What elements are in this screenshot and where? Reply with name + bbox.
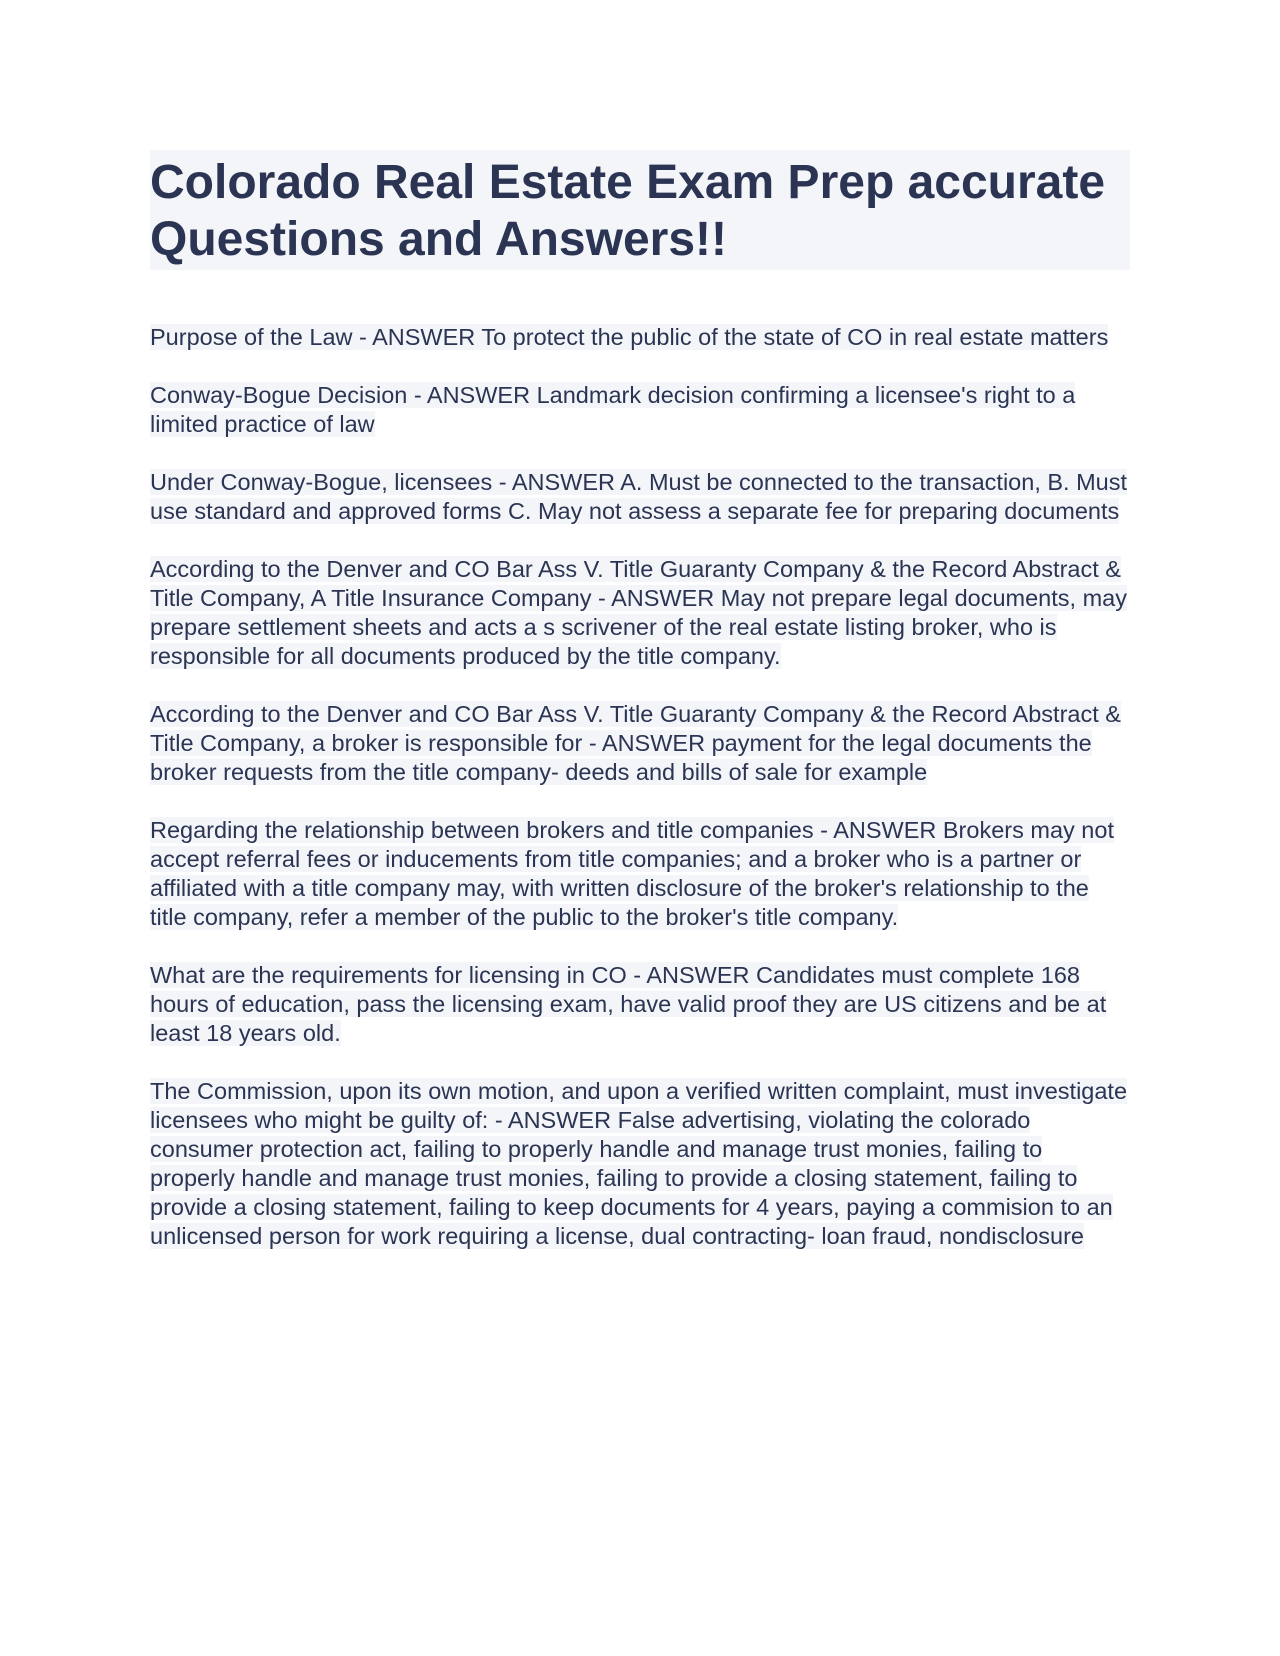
qa-item (150, 961, 1130, 1048)
qa-text: Conway-Bogue Decision - ANSWER Landmark decision confirming a licensee's right to a limited practice of law (150, 382, 1076, 437)
qa-text: Regarding the relationship between brokers and title companies - ANSWER Brokers may not accept referral fees or inducements from title companies; and a broker who is a partner or affiliated with a title company may, with written disclosure of the broker's relationship to the title company, refer a member of the public to the broker's title company. (150, 817, 1114, 930)
qa-item (150, 381, 1130, 439)
title-block (150, 150, 1130, 270)
qa-list (150, 323, 1130, 1251)
qa-item (150, 555, 1130, 671)
qa-item (150, 323, 1130, 352)
qa-text: Under Conway-Bogue, licensees - ANSWER A. Must be connected to the transaction, B. Must use standard and approved forms C. May not assess a separate fee for preparing documents (150, 469, 1128, 524)
qa-text: What are the requirements for licensing in CO - ANSWER Candidates must complete 168 hours of education, pass the licensing exam, have valid proof they are US citizens and be at least 18 years old. (150, 962, 1107, 1046)
qa-item (150, 1077, 1130, 1251)
document-page (150, 150, 1130, 1280)
qa-text: The Commission, upon its own motion, and upon a verified written complaint, must investigate licensees who might be guilty of: - ANSWER False advertising, violating the colorado consumer protection act, failing to properly handle and manage trust monies, failing to properly handle and manage trust monies, failing to provide a closing statement, failing to provide a closing statement, failing to keep documents for 4 years, paying a commision to an unlicensed person for work requiring a license, dual contracting- loan fraud, nondisclosure (150, 1078, 1128, 1249)
qa-text: According to the Denver and CO Bar Ass V. Title Guaranty Company & the Record Abstract & Title Company, A Title Insurance Company - ANSWER May not prepare legal documents, may prepare settlement sheets and acts a s scrivener of the real estate listing broker, who is responsible for all documents produced by the title company. (150, 556, 1127, 669)
qa-text: Purpose of the Law - ANSWER To protect the public of the state of CO in real estate matters (150, 324, 1109, 350)
qa-text: According to the Denver and CO Bar Ass V. Title Guaranty Company & the Record Abstract & Title Company, a broker is responsible for - ANSWER payment for the legal documents the broker requests from the title company- deeds and bills of sale for example (150, 701, 1121, 785)
qa-item (150, 468, 1130, 526)
page-title: Colorado Real Estate Exam Prep accurate Questions and Answers!! (150, 156, 1106, 266)
qa-item (150, 816, 1130, 932)
qa-item (150, 700, 1130, 787)
